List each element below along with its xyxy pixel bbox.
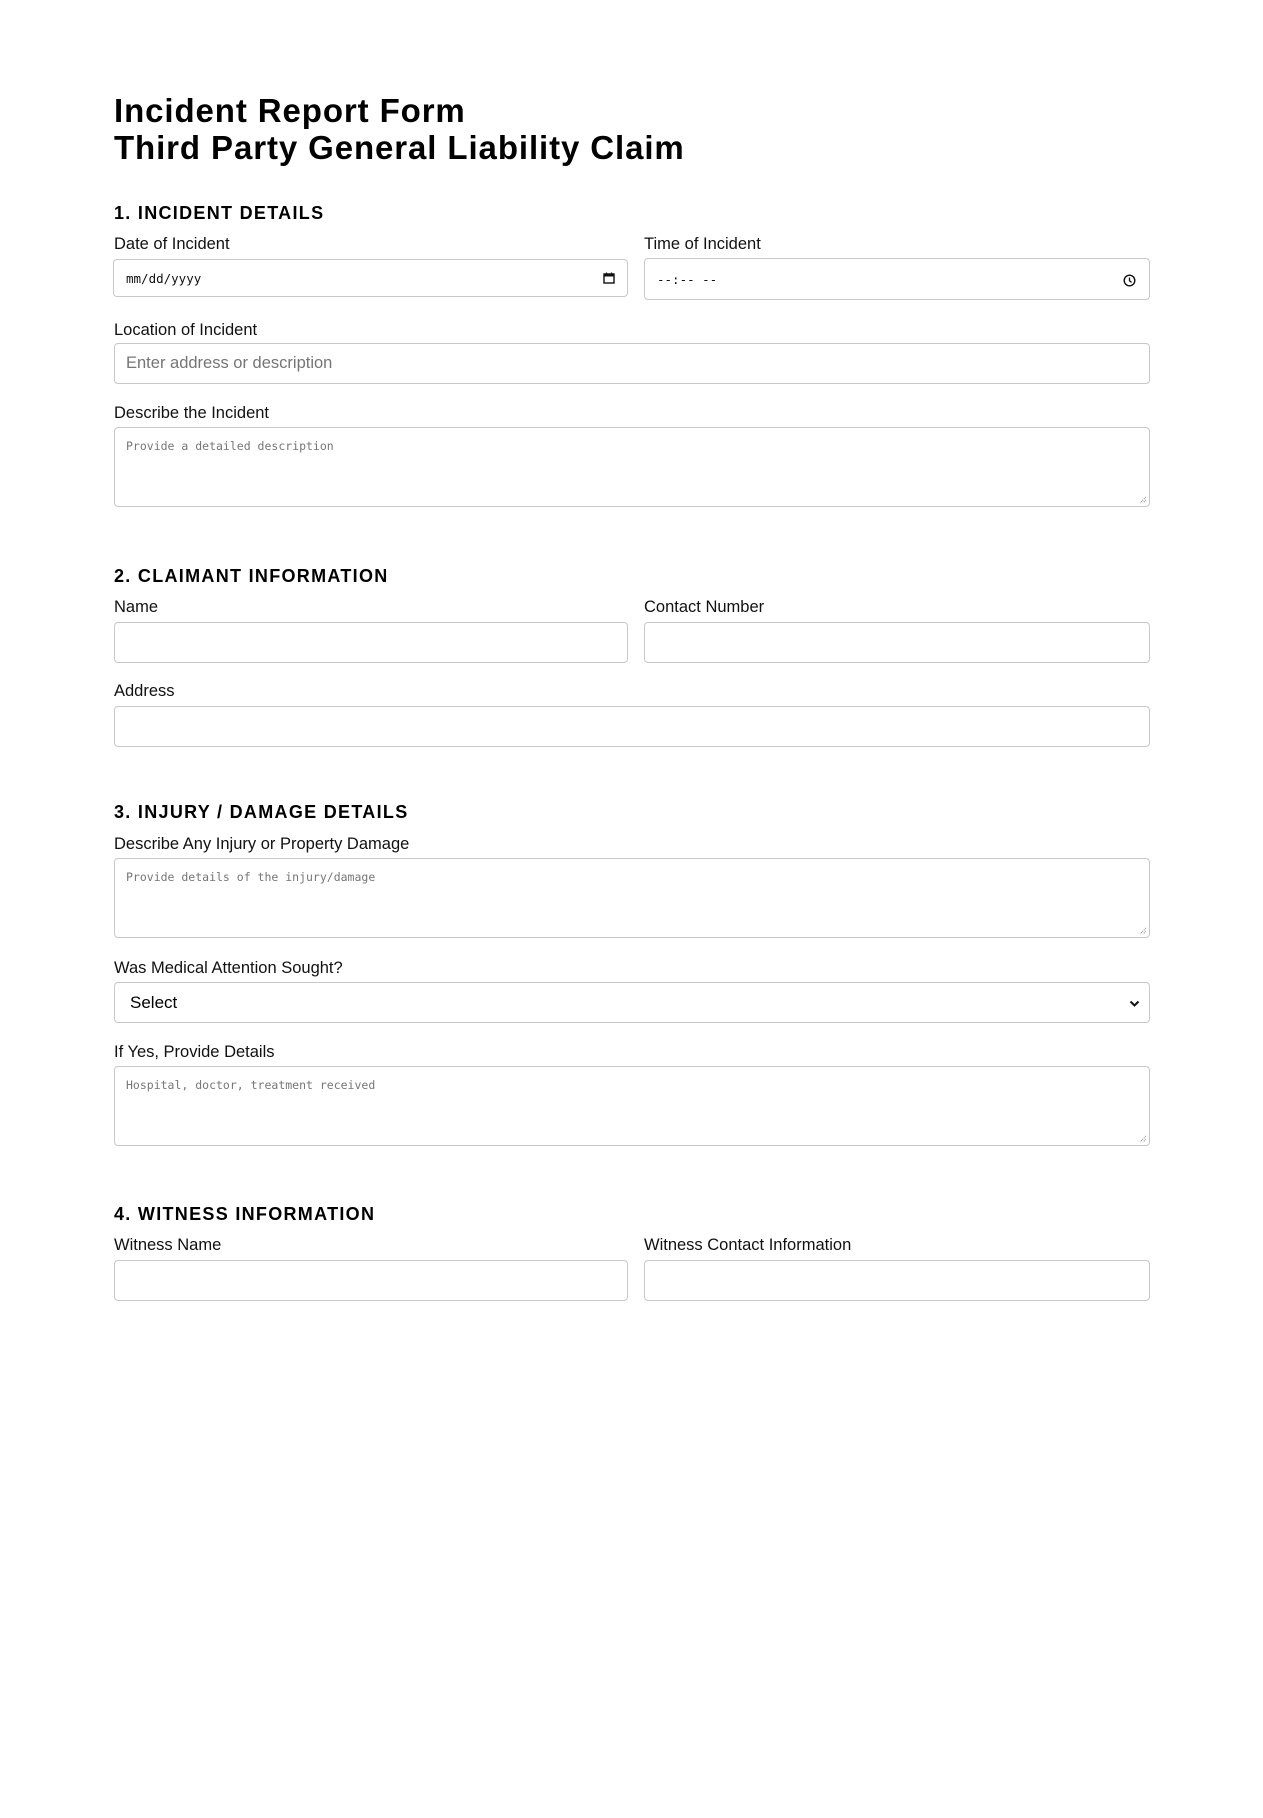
claimant-address-input[interactable] [114, 706, 1150, 747]
describe-injury-textarea[interactable] [114, 858, 1150, 938]
claimant-address-label: Address [114, 682, 175, 700]
calendar-icon[interactable] [601, 270, 617, 286]
time-of-incident-input[interactable] [644, 258, 1150, 300]
resize-handle-icon[interactable] [1138, 1134, 1147, 1143]
describe-injury-placeholder: Provide details of the injury/damage [126, 870, 376, 884]
contact-number-label: Contact Number [644, 598, 765, 616]
witness-contact-label: Witness Contact Information [644, 1236, 852, 1254]
chevron-down-icon [1128, 998, 1140, 1010]
witness-name-label: Witness Name [114, 1236, 222, 1254]
location-placeholder: Enter address or description [126, 354, 333, 372]
time-of-incident-label: Time of Incident [644, 235, 761, 253]
location-of-incident-label: Location of Incident [114, 321, 258, 339]
date-of-incident-input[interactable] [113, 259, 628, 297]
date-of-incident-label: Date of Incident [114, 235, 230, 253]
describe-incident-placeholder: Provide a detailed description [126, 439, 334, 453]
medical-details-placeholder: Hospital, doctor, treatment received [126, 1078, 376, 1092]
medical-attention-selected-value: Select [130, 993, 178, 1012]
title-line-2: Third Party General Liability Claim [114, 129, 685, 166]
date-format-placeholder: mm/dd/yyyy [126, 271, 202, 286]
describe-incident-textarea[interactable] [114, 427, 1150, 507]
describe-incident-label: Describe the Incident [114, 404, 270, 422]
section-heading-witness-information: 4. WITNESS INFORMATION [114, 1204, 376, 1224]
medical-attention-select[interactable] [114, 982, 1150, 1023]
time-format-placeholder: --:-- -- [657, 272, 718, 287]
witness-name-input[interactable] [114, 1260, 628, 1301]
medical-attention-label: Was Medical Attention Sought? [114, 959, 343, 977]
claimant-name-label: Name [114, 598, 159, 616]
section-heading-incident-details: 1. INCIDENT DETAILS [114, 203, 325, 223]
location-of-incident-input[interactable] [114, 343, 1150, 384]
section-heading-claimant-information: 2. CLAIMANT INFORMATION [114, 566, 389, 586]
section-heading-injury-damage-details: 3. INJURY / DAMAGE DETAILS [114, 802, 409, 822]
describe-injury-label: Describe Any Injury or Property Damage [114, 835, 410, 853]
medical-details-textarea[interactable] [114, 1066, 1150, 1146]
contact-number-input[interactable] [644, 622, 1150, 663]
page-title [114, 92, 685, 166]
medical-details-label: If Yes, Provide Details [114, 1043, 275, 1061]
clock-icon[interactable] [1121, 272, 1137, 288]
claimant-name-input[interactable] [114, 622, 628, 663]
resize-handle-icon[interactable] [1138, 926, 1147, 935]
title-line-1: Incident Report Form [114, 92, 466, 129]
witness-contact-input[interactable] [644, 1260, 1150, 1301]
resize-handle-icon[interactable] [1138, 495, 1147, 504]
